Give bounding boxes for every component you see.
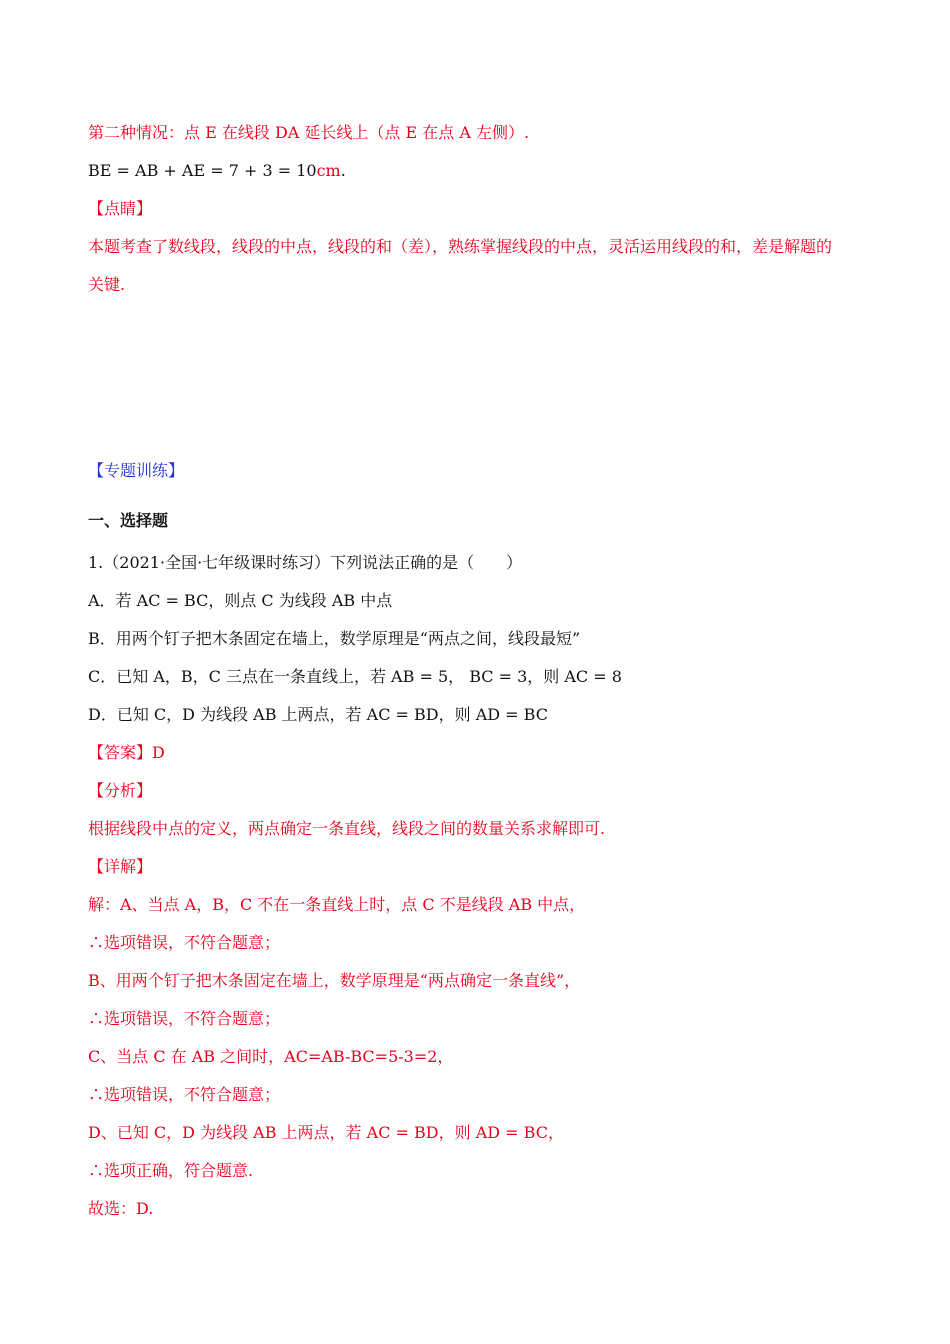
detail-line: ∴选项正确，符合题意. [88,1161,254,1180]
option-c: C．已知 A，B，C 三点在一条直线上，若 AB = 5， BC = 3，则 AC = 8 [88,667,622,686]
answer-tag: 【答案】D [88,743,165,762]
detail-tag: 【详解】 [88,857,153,876]
section-subtitle: 一、选择题 [88,511,169,530]
case-two-line: 第二种情况：点 E 在线段 DA 延长线上（点 E 在点 A 左侧）. [88,123,530,142]
option-b: B．用两个钉子把木条固定在墙上，数学原理是“两点之间，线段最短” [88,629,581,648]
detail-line: 解：A、当点 A，B，C 不在一条直线上时，点 C 不是线段 AB 中点， [88,895,586,914]
comment-line-1: 本题考查了数线段，线段的中点，线段的和（差），熟练掌握线段的中点，灵活运用线段的和，差是解题的 [88,237,833,256]
formula-expression: BE = AB + AE = 7 + 3 = 10 [88,161,317,180]
detail-line: B、用两个钉子把木条固定在墙上，数学原理是“两点确定一条直线”， [88,971,581,990]
detail-line: ∴选项错误，不符合题意； [88,933,281,952]
detail-line: ∴选项错误，不符合题意； [88,1009,281,1028]
formula-unit: cm [316,161,341,180]
comment-tag: 【点睛】 [88,199,153,218]
formula-period: . [340,161,346,180]
section-title: 【专题训练】 [88,461,185,480]
analysis-tag: 【分析】 [88,781,153,800]
detail-line: 故选：D. [88,1199,154,1218]
question-stem: 1.（2021·全国·七年级课时练习）下列说法正确的是（ ） [88,553,523,572]
formula-line [88,160,870,182]
comment-line-2: 关键. [88,275,126,294]
option-d: D．已知 C，D 为线段 AB 上两点，若 AC = BD，则 AD = BC [88,705,548,724]
detail-line: C、当点 C 在 AB 之间时，AC=AB-BC=5-3=2， [88,1047,454,1066]
option-a: A．若 AC = BC，则点 C 为线段 AB 中点 [88,591,393,610]
detail-line: D、已知 C，D 为线段 AB 上两点，若 AC = BD，则 AD = BC， [88,1123,564,1142]
analysis-text: 根据线段中点的定义，两点确定一条直线，线段之间的数量关系求解即可. [88,819,606,838]
detail-line: ∴选项错误，不符合题意； [88,1085,281,1104]
